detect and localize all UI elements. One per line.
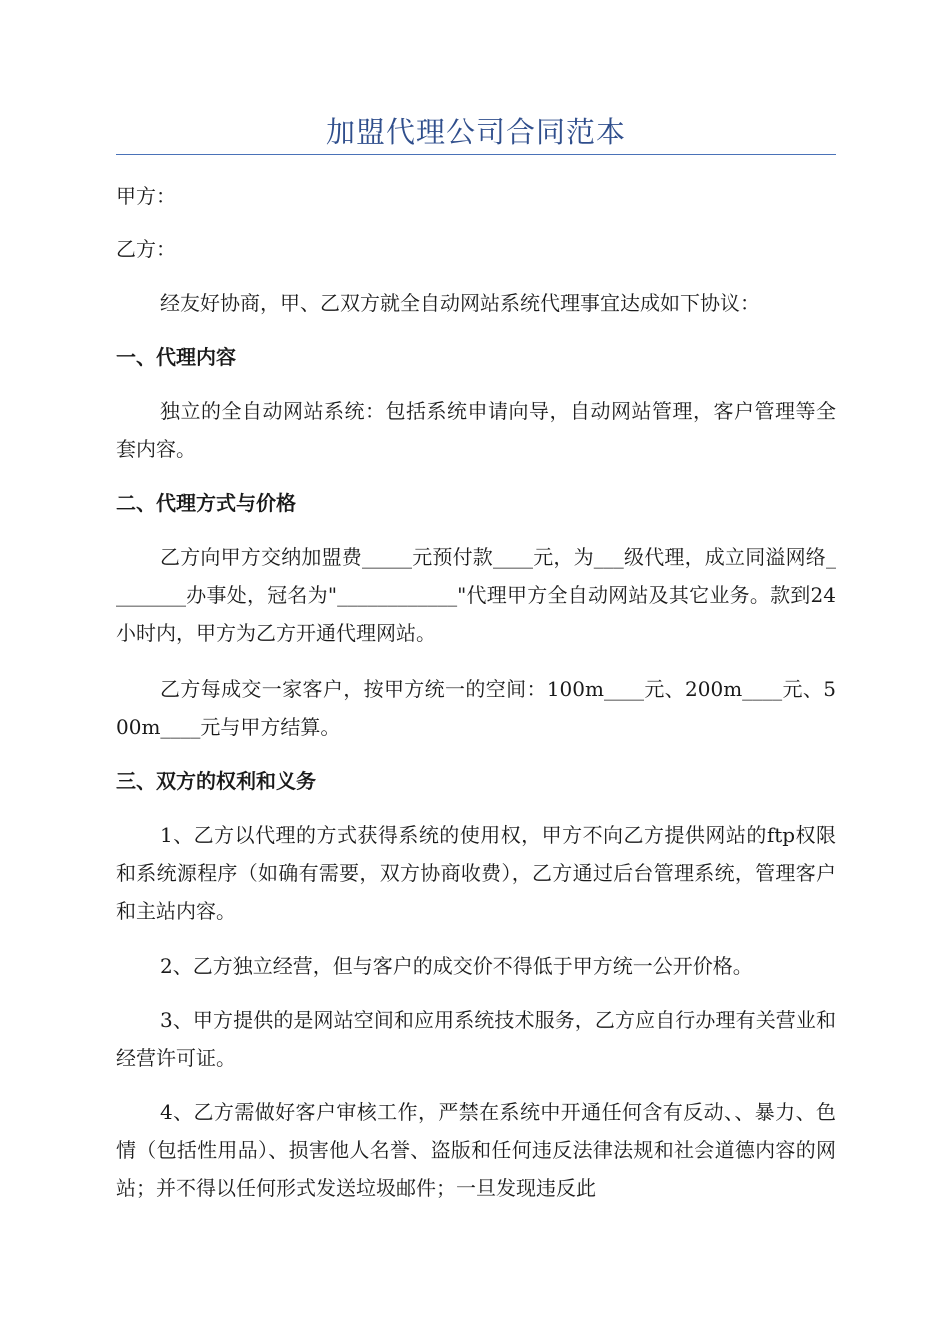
section-heading-3: 三、双方的权利和义务 (116, 769, 316, 793)
section-2-paragraph-2: 乙方每成交一家客户，按甲方统一的空间：100m____元、200m____元、500m____元与甲方结算。 (116, 677, 836, 739)
party-b-label: 乙方： (116, 237, 176, 261)
document-title: 加盟代理公司合同范本 (325, 115, 626, 149)
section-2-paragraph-1: 乙方向甲方交纳加盟费_____元预付款____元，为___级代理，成立同溢网络________办事处，冠名为"____________"代理甲方全自动网站及其它业务。款到24小时内，甲方为乙方开通代理网站。 (116, 545, 836, 645)
title-underline (116, 154, 836, 155)
section-3-paragraph-1: 1、乙方以代理的方式获得系统的使用权，甲方不向乙方提供网站的ftp权限和系统源程序（如确有需要，双方协商收费），乙方通过后台管理系统，管理客户和主站内容。 (116, 823, 836, 923)
section-heading-1: 一、代理内容 (116, 345, 236, 369)
intro-paragraph: 经友好协商，甲、乙双方就全自动网站系统代理事宜达成如下协议： (160, 291, 760, 315)
section-3-paragraph-2: 2、乙方独立经营，但与客户的成交价不得低于甲方统一公开价格。 (160, 954, 753, 978)
section-heading-2: 二、代理方式与价格 (116, 491, 296, 515)
party-a-label: 甲方： (116, 184, 176, 208)
section-3-paragraph-4: 4、乙方需做好客户审核工作，严禁在系统中开通任何含有反动、、暴力、色情（包括性用品）、损害他人名誉、盗版和任何违反法律法规和社会道德内容的网站；并不得以任何形式发送垃圾邮件；一旦发现违反此 (116, 1100, 836, 1200)
section-3-paragraph-3: 3、甲方提供的是网站空间和应用系统技术服务，乙方应自行办理有关营业和经营许可证。 (116, 1008, 836, 1070)
section-1-paragraph-1: 独立的全自动网站系统：包括系统申请向导，自动网站管理，客户管理等全套内容。 (116, 399, 836, 461)
